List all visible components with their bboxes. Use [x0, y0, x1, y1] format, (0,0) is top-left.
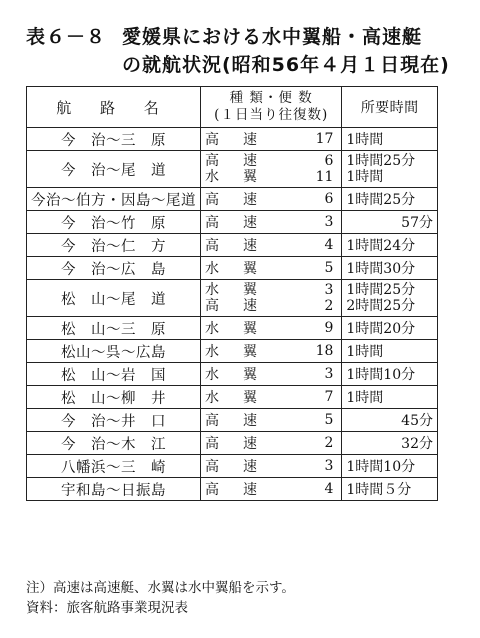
- table-title-continued: の就航状況(昭和56年４月１日現在): [122, 54, 450, 76]
- trip-count: 18: [315, 343, 334, 359]
- table-row: [27, 151, 438, 188]
- table-row: [27, 257, 438, 280]
- kind-count-cell: [201, 234, 342, 257]
- travel-time: 1時間: [346, 132, 384, 148]
- table-row: [27, 280, 438, 317]
- travel-time: 1時間25分: [346, 192, 416, 208]
- trip-count: 3: [324, 214, 334, 230]
- time-cell: [342, 432, 438, 455]
- travel-time: 32分: [401, 436, 433, 452]
- table-row: [27, 188, 438, 211]
- table-header-row: [27, 87, 438, 128]
- footnote: 注）高速は高速艇、水翼は水中翼船を示す。: [26, 580, 295, 596]
- boat-type: 高速: [205, 192, 281, 208]
- kind-count-cell: [201, 386, 342, 409]
- time-cell: [342, 128, 438, 151]
- boat-type: 高速: [205, 238, 281, 254]
- header-route: 航 路 名: [27, 87, 201, 128]
- travel-time: 1時間20分: [346, 321, 416, 337]
- boat-type: 水翼: [205, 367, 281, 383]
- table-row: [27, 128, 438, 151]
- boat-type: 高速: [205, 215, 281, 231]
- kind-count-cell: [201, 188, 342, 211]
- kind-count-cell: [201, 317, 342, 340]
- time-cell: [342, 340, 438, 363]
- boat-type: 水翼: [205, 282, 281, 298]
- time-cell: [342, 409, 438, 432]
- table-row: [27, 478, 438, 501]
- kind-count-cell: [201, 128, 342, 151]
- trip-count: 5: [324, 260, 334, 276]
- travel-time: 1時間10分: [346, 367, 416, 383]
- time-cell: [342, 280, 438, 317]
- table-row: [27, 432, 438, 455]
- trip-count: 2: [324, 435, 334, 451]
- route-cell: 松 山～柳 井: [27, 386, 201, 409]
- time-cell: [342, 151, 438, 188]
- route-cell: 今 治～尾 道: [27, 151, 201, 188]
- route-cell: 宇和島～日振島: [27, 478, 201, 501]
- source-note: 資料：旅客航路事業現況表: [26, 600, 188, 616]
- table-number: 表６－８: [26, 26, 107, 48]
- boat-type: 高速: [205, 482, 281, 498]
- time-cell: [342, 188, 438, 211]
- kind-count-cell: [201, 280, 342, 317]
- time-cell: [342, 386, 438, 409]
- notes: [26, 578, 295, 618]
- route-cell: 松山～呉～広島: [27, 340, 201, 363]
- kind-count-cell: [201, 151, 342, 188]
- boat-type: 水翼: [205, 321, 281, 337]
- trip-count: 6: [324, 191, 334, 207]
- boat-type: 高速: [205, 153, 281, 169]
- time-cell: [342, 478, 438, 501]
- route-cell: 今 治～三 原: [27, 128, 201, 151]
- table-row: [27, 455, 438, 478]
- trip-count: 4: [324, 237, 334, 253]
- route-cell: 松 山～岩 国: [27, 363, 201, 386]
- travel-time: 1時間５分: [346, 482, 412, 498]
- trip-count: 11: [315, 169, 334, 185]
- route-cell: 今治～伯方・因島～尾道: [27, 188, 201, 211]
- kind-count-cell: [201, 340, 342, 363]
- travel-time: 1時間25分: [346, 282, 416, 298]
- trip-count: 3: [324, 366, 334, 382]
- table-title: 愛媛県における水中翼船・高速艇: [122, 26, 423, 48]
- trip-count: 3: [324, 282, 334, 298]
- table-row: [27, 363, 438, 386]
- time-cell: [342, 455, 438, 478]
- kind-count-cell: [201, 455, 342, 478]
- kind-count-cell: [201, 211, 342, 234]
- route-cell: 松 山～三 原: [27, 317, 201, 340]
- travel-time: 57分: [401, 215, 433, 231]
- table-row: [27, 317, 438, 340]
- table-row: [27, 340, 438, 363]
- time-cell: [342, 234, 438, 257]
- trip-count: 5: [324, 412, 334, 428]
- travel-time: 1時間24分: [346, 238, 416, 254]
- route-cell: 今 治～仁 方: [27, 234, 201, 257]
- table-row: [27, 409, 438, 432]
- boat-type: 高速: [205, 459, 281, 475]
- boat-type: 水翼: [205, 390, 281, 406]
- travel-time: 45分: [401, 413, 433, 429]
- route-cell: 今 治～竹 原: [27, 211, 201, 234]
- header-time: 所要時間: [342, 87, 438, 128]
- time-cell: [342, 317, 438, 340]
- boat-type: 水翼: [205, 169, 281, 185]
- header-kind: 種 類・便 数 (１日当り往復数): [201, 87, 342, 128]
- table-row: [27, 211, 438, 234]
- boat-type: 高速: [205, 436, 281, 452]
- kind-count-cell: [201, 363, 342, 386]
- travel-time: 1時間: [346, 390, 384, 406]
- boat-type: 水翼: [205, 344, 281, 360]
- time-cell: [342, 257, 438, 280]
- travel-time: 1時間25分: [346, 153, 416, 169]
- kind-count-cell: [201, 432, 342, 455]
- trip-count: 7: [324, 389, 334, 405]
- trip-count: 4: [324, 481, 334, 497]
- boat-type: 高速: [205, 298, 281, 314]
- trip-count: 17: [315, 131, 334, 147]
- kind-count-cell: [201, 257, 342, 280]
- time-cell: [342, 211, 438, 234]
- boat-type: 水翼: [205, 261, 281, 277]
- boat-type: 高速: [205, 132, 281, 148]
- title-block: [26, 22, 450, 80]
- table-row: [27, 234, 438, 257]
- route-cell: 八幡浜～三 崎: [27, 455, 201, 478]
- title-line-1: [26, 22, 450, 50]
- boat-type: 高速: [205, 413, 281, 429]
- route-cell: 今 治～広 島: [27, 257, 201, 280]
- trip-count: 6: [324, 153, 334, 169]
- kind-count-cell: [201, 478, 342, 501]
- time-cell: [342, 363, 438, 386]
- trip-count: 2: [324, 298, 334, 314]
- trip-count: 3: [324, 458, 334, 474]
- kind-count-cell: [201, 409, 342, 432]
- travel-time: 2時間25分: [346, 298, 416, 314]
- travel-time: 1時間30分: [346, 261, 416, 277]
- travel-time: 1時間10分: [346, 459, 416, 475]
- ferry-status-table: [26, 86, 438, 501]
- trip-count: 9: [324, 320, 334, 336]
- route-cell: 松 山～尾 道: [27, 280, 201, 317]
- travel-time: 1時間: [346, 344, 384, 360]
- travel-time: 1時間: [346, 169, 384, 185]
- route-cell: 今 治～井 口: [27, 409, 201, 432]
- route-cell: 今 治～木 江: [27, 432, 201, 455]
- table-row: [27, 386, 438, 409]
